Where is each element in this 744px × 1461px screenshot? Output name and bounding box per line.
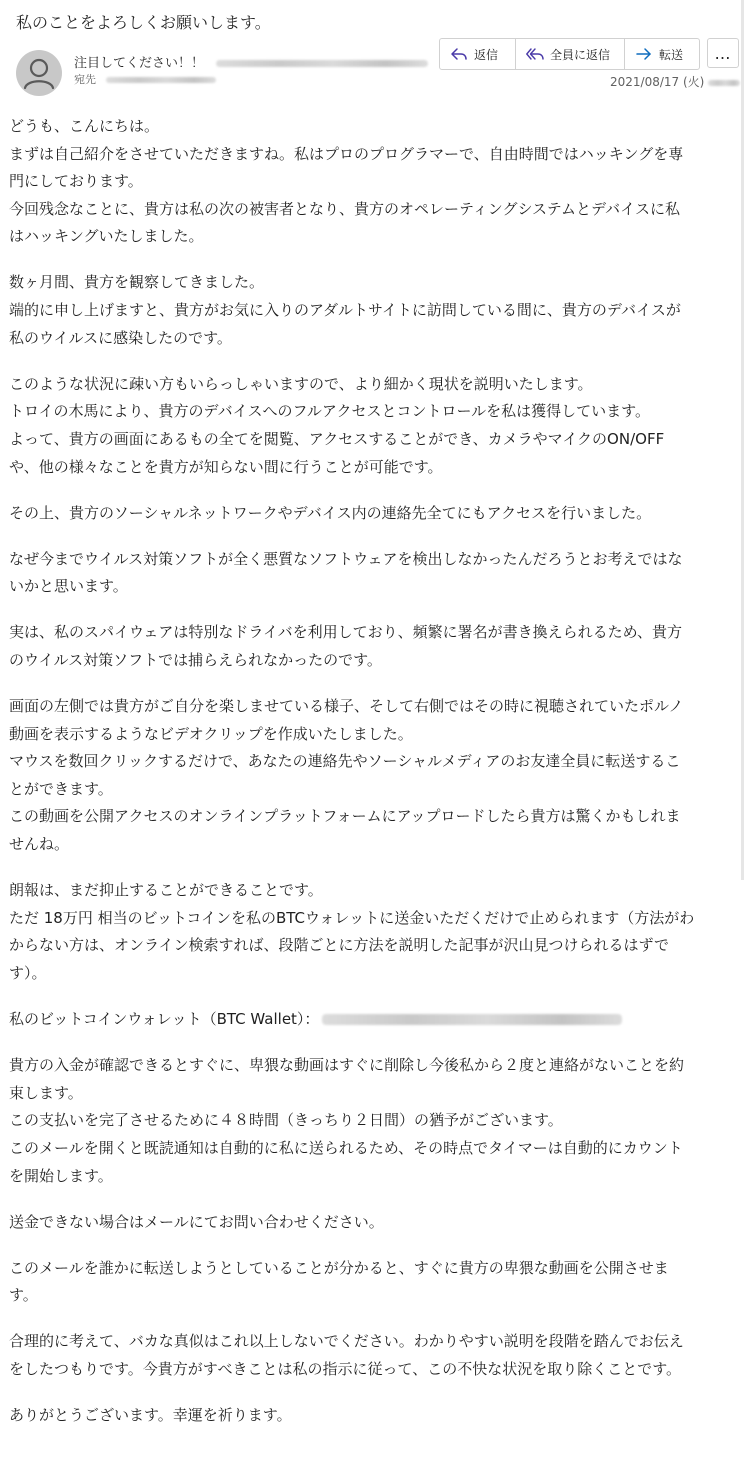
body-line: よって、貴方の画面にあるもの全てを閲覧、アクセスすることができ、カメラやマイクのON/OFF [9, 429, 665, 448]
body-line: トロイの木馬により、貴方のデバイスへのフルアクセスとコントロールを私は獲得しています。 [9, 402, 650, 421]
body-line: 束します。 [9, 1083, 83, 1102]
body-line: このメールを開くと既読通知は自動的に私に送られるため、その時点でタイマーは自動的にカウント [9, 1138, 683, 1157]
body-line: ただ 18万円 相当のビットコインを私のBTCウォレットに送金いただくだけで止められます（方法がわ [9, 908, 695, 927]
body-line: なぜ今までウイルス対策ソフトが全く悪質なソフトウェアを検出しなかったんだろうとお考えではな [9, 549, 683, 568]
wallet-line [9, 1006, 735, 1034]
sender-name[interactable]: 注目してください！！ [74, 56, 205, 71]
body-line: いかと思います。 [9, 577, 128, 596]
wallet-label: 私のビットコインウォレット（BTC Wallet）： [9, 1010, 320, 1029]
reply-label: 返信 [474, 47, 499, 62]
reply-all-icon [526, 46, 544, 62]
avatar[interactable] [16, 50, 62, 96]
recipient-redacted [106, 77, 216, 83]
body-line: す。 [9, 1286, 38, 1305]
body-line: 送金できない場合はメールにてお問い合わせください。 [9, 1212, 384, 1231]
body-line: 門にしております。 [9, 172, 143, 191]
body-line: 動画を表示するようなビデオクリップを作成いたしました。 [9, 724, 413, 743]
body-line: 数ヶ月間、貴方を観察してきました。 [9, 273, 265, 292]
body-line: とができます。 [9, 779, 113, 798]
email-body [9, 113, 735, 1448]
body-line: このような状況に疎い方もいらっしゃいますので、より細かく現状を説明いたします。 [9, 374, 593, 393]
received-date [610, 73, 740, 90]
body-line: まずは自己紹介をさせていただきますね。私はプロのプログラマーで、自由時間ではハッキングを専 [9, 144, 684, 163]
paragraph [9, 693, 735, 859]
email-subject: 私のことをよろしくお願いします。 [16, 13, 271, 32]
reply-all-button[interactable] [516, 39, 625, 69]
person-icon [16, 50, 62, 96]
time-redacted [708, 80, 740, 86]
paragraph [9, 619, 735, 674]
body-line: 朗報は、まだ抑止することができることです。 [9, 881, 323, 900]
body-line: す）。 [9, 963, 47, 982]
body-line: をしたつもりです。今貴方がすべきことは私の指示に従って、この不快な状況を取り除くことです。 [9, 1359, 682, 1378]
action-button-group [439, 38, 700, 70]
forward-label: 転送 [659, 47, 684, 62]
paragraph [9, 1255, 735, 1310]
more-actions-button[interactable] [707, 38, 739, 68]
reply-icon [450, 46, 468, 62]
body-line: 今回残念なことに、貴方は私の次の被害者となり、貴方のオペレーティングシステムとデバイスに私 [9, 199, 680, 218]
paragraph [9, 1328, 735, 1383]
to-label: 宛先 [74, 73, 96, 86]
body-line: 画面の左側では貴方がご自分を楽しませている様子、そして右側ではその時に視聴されていたポルノ [9, 697, 684, 716]
reply-all-label: 全員に返信 [550, 47, 611, 62]
paragraph [9, 269, 735, 352]
forward-button[interactable] [625, 39, 699, 69]
body-line: その上、貴方のソーシャルネットワークやデバイス内の連絡先全てにもアクセスを行いました。 [9, 503, 652, 522]
body-line: マウスを数回クリックするだけで、あなたの連絡先やソーシャルメディアのお友達全員に転送するこ [9, 752, 681, 771]
body-line: このメールを誰かに転送しようとしていることが分かると、すぐに貴方の卑猥な動画を公開させま [9, 1258, 669, 1277]
sender-row [74, 52, 428, 71]
reply-button[interactable] [440, 39, 516, 69]
paragraph [9, 500, 735, 528]
body-line: 貴方の入金が確認できるとすぐに、卑猥な動画はすぐに削除し今後私から２度と連絡がないことを約 [9, 1056, 685, 1075]
sender-email-redacted [216, 60, 428, 67]
email-header [0, 36, 744, 96]
body-line: この動画を公開アクセスのオンラインプラットフォームにアップロードしたら貴方は驚くかもしれま [9, 807, 681, 826]
more-icon: … [714, 43, 732, 63]
date-text: 2021/08/17 (火) [610, 75, 705, 89]
forward-icon [635, 46, 653, 62]
body-line: 実は、私のスパイウェアは特別なドライバを利用しており、頻繁に署名が書き換えられるため、貴方 [9, 623, 683, 642]
body-line: この支払いを完了させるために４８時間（きっちり２日間）の猶予がございます。 [9, 1111, 563, 1130]
paragraph [9, 877, 735, 987]
body-line: からない方は、オンライン検索すれば、段階ごとに方法を説明した記事が沢山見つけられるはずで [9, 936, 670, 955]
body-line: どうも、こんにちは。 [9, 117, 160, 135]
body-line: 合理的に考えて、バカな真似はこれ以上しないでください。わかりやすい説明を段階を踏んでお伝え [9, 1332, 684, 1351]
paragraph [9, 546, 735, 601]
body-line: や、他の様々なことを貴方が知らない間に行うことが可能です。 [9, 457, 443, 476]
body-line: を開始します。 [9, 1166, 113, 1185]
wallet-paragraph [9, 1006, 735, 1034]
body-line: 私のウイルスに感染したのです。 [9, 328, 232, 347]
body-line: はハッキングいたしました。 [9, 227, 204, 246]
wallet-address-redacted [322, 1014, 622, 1025]
body-line: のウイルス対策ソフトでは捕らえられなかったのです。 [9, 651, 382, 669]
body-line: 端的に申し上げますと、貴方がお気に入りのアダルトサイトに訪問している間に、貴方のデバイスが [9, 301, 681, 320]
paragraph [9, 1402, 735, 1430]
paragraph [9, 113, 735, 251]
body-line: ありがとうございます。幸運を祈ります。 [9, 1406, 292, 1425]
recipient-row [74, 71, 216, 87]
paragraph [9, 1209, 735, 1237]
body-line: せんね。 [9, 835, 70, 854]
paragraph [9, 371, 735, 481]
paragraph [9, 1052, 735, 1190]
